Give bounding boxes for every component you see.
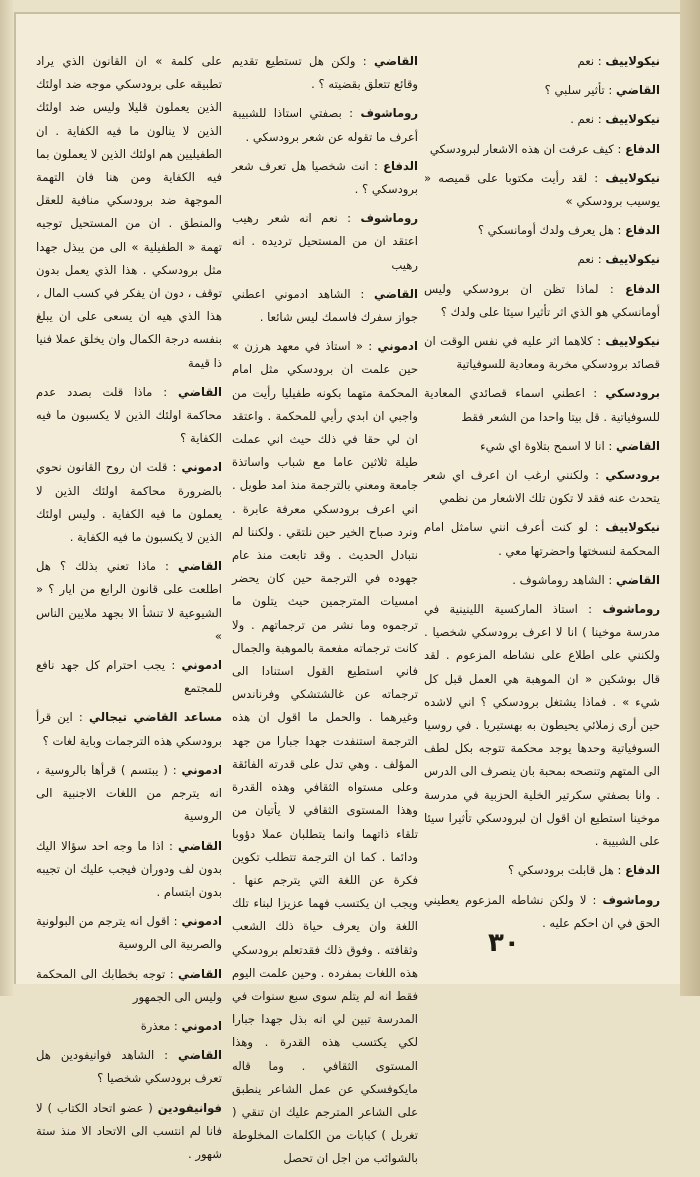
dialogue-paragraph [232,335,418,1170]
speech-text: : بصفتي استاذا للشبيبة أعرف ما تقوله عن شعر برودسكي . [232,106,418,144]
speaker-name: الدفاع [625,863,660,878]
speaker-name: نيكولاييف [605,112,660,127]
speaker-name: ادموني [181,658,222,673]
speech-text: : نعم [577,252,602,267]
dialogue-paragraph [424,79,660,102]
speaker-name: الدفاع [383,158,418,173]
speech-text: : اعطني اسماء قصائدي المعادية للسوفياتية . قل بيتا واحدا من الشعر فقط [424,386,660,424]
speech-text: : يجب احترام كل جهد نافع للمجتمع [36,658,222,696]
speech-text: : ( يبتسم ) قرأها بالروسية ، انه يترجم من اللغات الاجنبية الى الروسية [36,762,222,824]
dialogue-paragraph [36,910,222,956]
speech-text: : قلت ان روح القانون نحوي بالضرورة محاكمة اولئك الذين لا يعملون ما فيه الكفاية . وليس اولئك الذين لا يكسبون ما فيه الكفاية . [36,460,222,545]
speech-text: : نعم . [570,112,602,127]
speech-text: : كيف عرفت ان هذه الاشعار لبرودسكي [429,141,622,156]
dialogue-paragraph [36,50,222,375]
speech-text: : ولكنني ارغب ان اعرف اي شعر يتحدث عنه فقد لا تكون تلك الاشعار من نظمي [424,468,660,506]
dialogue-paragraph [424,464,660,510]
dialogue-paragraph [232,102,418,148]
speech-text: : « استاذ في معهد هرزن » حين علمت ان برودسكي مثل امام المحكمة متهما بكونه طفيليا رأيت من واجبي ان ابدي رأيي للمحكمة . واعتقد ان لي حقا في ذلك حيث اني عملت طيلة ثلاثين عاما مع شباب واساتذة جامعة ومعني بالترجمة منذ امد طويل . اني اعرف برودسكي معرفة عابرة . ونرد صباح الخير حين نلتقي . ولكننا لم نتبادل الحديث . وقد تابعت منذ عام جهوده في الترجمة حين كان يحضر امسيات المترجمين حيث يتلون ما ترجموه وما نشر من ترجماتهم . ولا كانت ترجماته مفعمة بالموهبة والجمال فاني استطيع القول استنادا الى ترجماته عن غالشتشكي وفرناندس وغيرهما . والحمل ما اقول ان هذه الترجمة استنفدت جهدا جبارا من جهد المؤلف . وهي تدل على قدرته الفائقة وعلى مستواه الثقافي وهذه القدرة وهذا المستوى الثقافي لا يأتيان من تلقاء ذاتهما وانما يتطلبان عملا دؤوبا ودائما . كما ان الترجمة تتطلب تكوين فكرة عن اللغة التي يترجم عنها . ويجب ان يكتسب فهما عزيزا لبناء تلك اللغة وان يعرف حياة ذلك الشعب وثقافته . وفوق ذلك فقدتعلم برودسكي هذه اللغات بمفرده . وحين علمت اليوم فقط انه لم يتلم سوى سبع سنوات في المدرسة تبين لي انه بذل جهدا جبارا لكي يكتسب هذه القدرة . وهذا المستوى الثقافي . وما قاله مايكوفسكي عن عمل الشاعر ينطبق على الشاعر المترجم عليك ان تنقي ( تغربل ) كبابات من الكلمات المخلوطة بالشوائب من اجل ان تحصل [232,339,418,1166]
speech-text: : ولكن هل تستطيع تقديم وقائع تتعلق بقضيته ؟ . [232,54,418,92]
speaker-name: نيكولاييف [605,520,661,535]
dialogue-paragraph [424,516,660,562]
speech-text: ( عضو اتحاد الكتاب ) لا فانا لم انتسب الى الاتحاد الا منذ ستة شهور . [36,1100,222,1161]
speech-text: : نعم [577,54,602,68]
speaker-name: القاضي [616,83,660,98]
speaker-name: ادموني [181,1018,222,1033]
dialogue-paragraph [424,108,660,131]
dialogue-paragraph [232,50,418,96]
dialogue-paragraph [36,555,222,648]
speech-text: : هل قابلت برودسكي ؟ [508,863,622,878]
speaker-name: القاضي [178,384,222,399]
speaker-name: القاضي [374,286,419,301]
speech-text: : استاذ الماركسية اللينينية في مدرسة موخينا ) انا لا اعرف برودسكي شخصيا . ولكنني على اطلاع على نشاطه المزعوم . لقد قال بوشكين « ان الموهبة هي العمل قبل كل شيء » . فماذا يشتغل برودسكي ؟ اني لاشده حين أرى زملائي يحيطون به بهستيريا . في روسيا السوفياتية وحدها يوجد محكمة تتوجه بكل لطف الى المتهم وتنصحه بمحبة بان ينصرف الى الدرس . وانا بصفتي سكرتير الخلية الحزبية في مدرسة موخينا استطيع ان اقول ان لبرودسكي تأثيرا سيئا على الشبيبة . [424,602,660,849]
dialogue-paragraph [424,138,660,161]
speaker-name: نيكولاييف [605,252,660,267]
speaker-name: ادموني [181,762,222,777]
speech-text: : الشاهد فوانيفودين هل تعرف برودسكي شخصيا ؟ [36,1048,222,1086]
dialogue-paragraph [424,382,660,428]
dialogue-paragraph [424,598,660,853]
speaker-name: نيكولاييف [605,334,660,349]
speaker-name: القاضي [178,966,222,981]
dialogue-paragraph [36,963,222,1009]
dialogue-paragraph [36,1015,222,1038]
speech-text: : تأثير سلبي ؟ [544,83,613,98]
speaker-name: روماشوف [360,211,418,226]
column-middle [232,50,418,1177]
speaker-name: روماشوف [360,106,419,121]
dialogue-paragraph [232,207,418,277]
speaker-name: ادموني [181,914,223,929]
speaker-name: القاضي [178,838,222,853]
dialogue-paragraph [424,167,660,213]
speech-text: : الشاهد روماشوف . [512,572,613,587]
dialogue-paragraph [36,1097,222,1167]
speaker-name: مساعد القاضي تيجالي [89,710,222,725]
dialogue-paragraph [424,330,660,376]
speaker-name: فوانيفودين [157,1100,223,1115]
speaker-name: نيكولاييف [605,170,660,185]
page-binding [0,0,14,996]
speaker-name: القاضي [178,559,222,574]
dialogue-paragraph [424,219,660,242]
speaker-name: برودسكي [605,386,660,401]
speech-text: على كلمة » ان القانون الذي يراد تطبيقه على برودسكي موجه ضد اولئك الذين يعملون قليلا وليس ضد اولئك الذين لا ينالون ما فيه الكفاية . ان الطفيليين هم اولئك الذين لا يعملون بما فيه الكفاية ومن هنا فان التهمة الموجهة ضد برودسكي منافية للعقل والمنطق . ان من المستحيل توجيه تهمة « الطفيلية » الى من يبذل جهدا مثل برودسكي . هذا الذي يعمل بدون توقف ، دون ان يفكر في كسب المال ، هذا الذي هيه ان يسعى على ان يبلغ بنفسه درجة الكمال وان يخلق عملا فنيا ذا قيمة [36,54,222,370]
speech-text: : انت شخصيا هل تعرف شعر برودسكي ؟ . [232,158,418,197]
page-edge [680,0,700,996]
speech-text: : هل يعرف ولدك أومانسكي ؟ [477,223,622,238]
dialogue-paragraph [424,435,660,458]
speaker-name: القاضي [616,438,660,453]
speech-text: : كلاهما اثر عليه في نفس الوقت ان قصائد برودسكي مخربة ومعادية للسوفياتية [424,334,660,372]
speaker-name: القاضي [374,54,418,68]
dialogue-paragraph [424,859,660,882]
speaker-name: ادموني [181,460,223,475]
speaker-name: ادموني [377,339,418,354]
speech-text: : اقول انه يترجم من البولونية والصربية الى الروسية [36,914,222,952]
dialogue-paragraph [232,155,418,201]
dialogue-paragraph [36,381,222,451]
speaker-name: برودسكي [605,468,660,483]
dialogue-paragraph [36,706,222,752]
speech-text: : لماذا تظن ان برودسكي وليس أومانسكي هو الذي اثر تأثيرا سيئا على ولدك ؟ [424,281,660,319]
column-left [36,50,222,1172]
dialogue-paragraph [36,456,222,549]
speech-text: : لا ولكن نشاطه المزعوم يعطيني الحق في ان احكم عليه . [424,892,660,930]
dialogue-paragraph [424,248,660,271]
speaker-name: نيكولاييف [605,54,660,68]
speech-text: : اذا ما وجه احد سؤالا اليك بدون لف ودوران فيجب عليك ان تجيبه بدون ابتسام . [36,838,222,899]
speech-text: : ماذا قلت بصدد عدم محاكمة اولئك الذين لا يكسبون ما فيه الكفاية ؟ [36,384,222,446]
speaker-name: الدفاع [625,141,660,156]
column-right [424,50,660,941]
dialogue-paragraph [424,50,660,73]
speaker-name: روماشوف [602,602,661,617]
speaker-name: الدفاع [625,281,661,296]
speaker-name: الدفاع [625,223,660,238]
dialogue-paragraph [424,278,660,324]
dialogue-paragraph [232,283,418,329]
speech-text: : لقد رأيت مكتوبا على قميصه « يوسيب برودسكي » [424,170,660,209]
speaker-name: القاضي [616,572,660,587]
page-number: ٣٠ [488,928,520,958]
dialogue-paragraph [36,835,222,905]
dialogue-paragraph [424,889,660,935]
dialogue-paragraph [36,1044,222,1090]
speech-text: : الشاهد ادموني اعطني جواز سفرك فاسمك ليس شائعا . [232,286,418,325]
dialogue-paragraph [424,569,660,592]
speech-text: : اين قرأ برودسكي هذه الترجمات وباية لغات ؟ [36,710,222,748]
speech-text: : انا لا اسمح بتلاوة اي شيء [480,438,613,453]
speech-text: : توجه بخطابك الى المحكمة وليس الى الجمهور [36,966,222,1004]
speaker-name: القاضي [178,1048,223,1063]
speech-text: : لو كنت أعرف انني سامثل امام المحكمة لنسختها واحضرتها معي . [424,520,660,558]
dialogue-paragraph [36,759,222,829]
speech-text: : ماذا تعني بذلك ؟ هل اطلعت على قانون الرابع من ايار ؟ « الشيوعية لا تنشأ الا بجهد ملايين الناس » [36,559,222,643]
dialogue-paragraph [36,654,222,700]
speech-text: : معذرة [140,1018,178,1033]
speaker-name: روماشوف [602,892,660,907]
speech-text: : نعم انه شعر رهيب اعتقد ان من المستحيل ترديده . انه رهيب [232,211,418,272]
